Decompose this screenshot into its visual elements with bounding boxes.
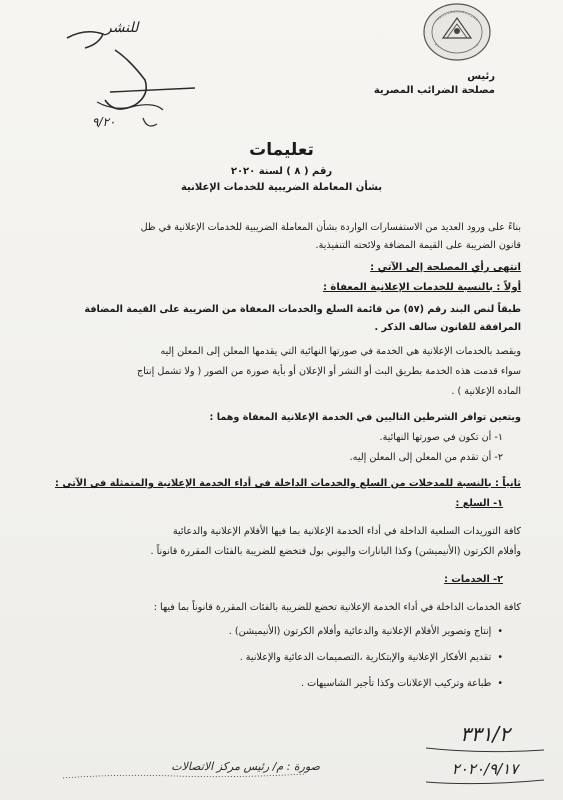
intro-line-2: قانون الضريبة على القيمة المضافة ولائحته التنفيذية. (315, 240, 521, 251)
services-label: ٢- الخدمات : (444, 574, 503, 585)
goods-line-1: كافة التوريدات السلعية الداخلة في أداء الخدمة الإعلانية بما فيها الأفلام الإعلانية والدعائية (172, 526, 521, 537)
service-item-2: • تقديم الأفكار الإعلانية والإبتكارية ،التصميمات الدعائية والإعلانية . (23, 652, 503, 663)
section1-heading: أولاً : بالنسبة للخدمات الإعلانية المعفاة : (322, 282, 521, 293)
definition-line-3: المادة الإعلانية ) . (451, 386, 521, 397)
service-item-3: • طباعة وتركيب الإعلانات وكذا تأجير الشاسيهات . (23, 678, 503, 689)
services-intro: كافة الخدمات الداخلة في أداء الخدمة الإعلانية تخضع للضريبة بالفئات المقررة قانوناً بما فيها : (153, 602, 521, 613)
goods-label: ١- السلع : (455, 498, 503, 509)
definition-line-2: سواء قدمت هذه الخدمة بطريق البث أو النشر أو الإعلان أو بأية صورة من الصور ( ولا تشمل إنتاج (136, 366, 521, 377)
footer-note: صورة : م/ رئيس مركز الاتصالات (171, 760, 320, 773)
condition-2: ٢- أن تقدم من المعلن إلى المعلن إليه. (349, 452, 503, 463)
opinion-heading: انتهى رأي المصلحة إلى الآتي : (370, 262, 521, 273)
handwritten-note-icon (55, 20, 205, 140)
instruction-subject: بشأن المعاملة الضريبية للخدمات الإعلانية (180, 182, 383, 193)
letterhead-line2: مصلحة الضرائب المصرية (373, 85, 495, 96)
intro-line-1: بناءً على ورود العديد من الاستفسارات الواردة بشأن المعاملة الضريبية للخدمات الإعلانية في ظل (140, 222, 521, 233)
instruction-number: رقم ( ٨ ) لسنة ٢٠٢٠ (230, 166, 333, 177)
letterhead (355, 70, 495, 98)
definition-line-1: ويقصد بالخدمات الإعلانية هي الخدمة في صورتها النهائية التي يقدمها المعلن إلى المعلن إليه (160, 346, 521, 357)
seal-stamp-icon (421, 2, 493, 64)
page-title: تعليمات (249, 140, 314, 160)
reference-number: ٣٣١/٢ (460, 722, 510, 746)
section1-line-2: المرافقة للقانون سالف الذكر . (374, 322, 521, 333)
section1-line-1: طبقاً لنص البند رقم (٥٧) من قائمة السلع والخدمات المعفاة من الضريبة على القيمة المضافة (84, 304, 521, 315)
margin-date: ٩/٢٠ (92, 115, 116, 129)
letterhead-line1: رئيس (467, 71, 495, 82)
reference-date: ٢٠٢٠/٩/١٧ (451, 760, 519, 778)
goods-line-2: وأفلام الكرتون (الأنيميشن) وكذا البانارات واليوني بول فتخضع للضريبة بالفئات المقررة قانوناً . (150, 546, 521, 557)
margin-note: للنشر (105, 20, 139, 36)
service-item-1: • إنتاج وتصوير الأفلام الإعلانية والدعائية وأفلام الكرتون (الأنيميشن) . (23, 626, 503, 637)
condition-1: ١- أن تكون في صورتها النهائية. (379, 432, 503, 443)
section2-heading: ثانياً : بالنسبة للمدخلات من السلع والخدمات الداخلة في أداء الخدمة الإعلانية والمتمثلة في الآتي : (55, 478, 521, 489)
conditions-heading: ويتعين توافر الشرطين التاليين في الخدمة الإعلانية المعفاة وهما : (209, 412, 521, 423)
